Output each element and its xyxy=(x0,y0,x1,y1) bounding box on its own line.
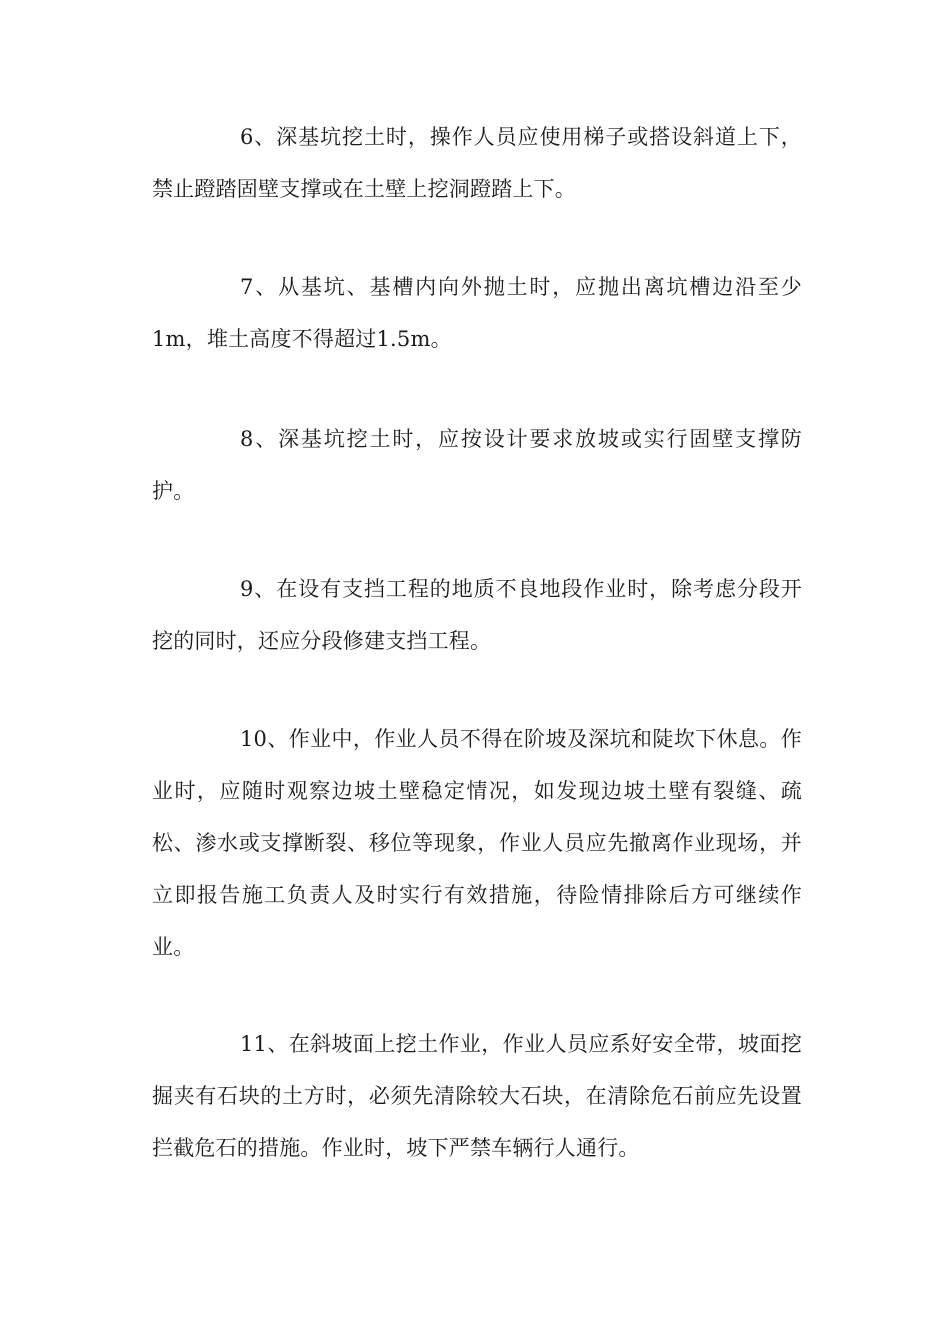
paragraph-item-10: 10、作业中，作业人员不得在阶坡及深坑和陡坎下休息。作业时，应随时观察边坡土壁稳定情况，如发现边坡土壁有裂缝、疏松、渗水或支撑断裂、移位等现象，作业人员应先撤离作业现场，并立即报告施工负责人及时实行有效措施，待险情排除后方可继续作业。 xyxy=(152,727,802,959)
paragraph-item-9: 9、在设有支挡工程的地质不良地段作业时，除考虑分段开挖的同时，还应分段修建支挡工程。 xyxy=(152,577,802,653)
paragraph-item-8: 8、深基坑挖土时，应按设计要求放坡或实行固壁支撑防护。 xyxy=(152,427,802,503)
paragraph-item-11: 11、在斜坡面上挖土作业，作业人员应系好安全带，坡面挖掘夹有石块的土方时，必须先清除较大石块，在清除危石前应先设置拦截危石的措施。作业时，坡下严禁车辆行人通行。 xyxy=(152,1032,802,1160)
paragraph-item-7: 7、从基坑、基槽内向外抛土时，应抛出离坑槽边沿至少1m，堆土高度不得超过1.5m。 xyxy=(152,275,802,351)
paragraph-item-6: 6、深基坑挖土时，操作人员应使用梯子或搭设斜道上下，禁止蹬踏固壁支撑或在土壁上挖洞蹬踏上下。 xyxy=(152,125,802,201)
